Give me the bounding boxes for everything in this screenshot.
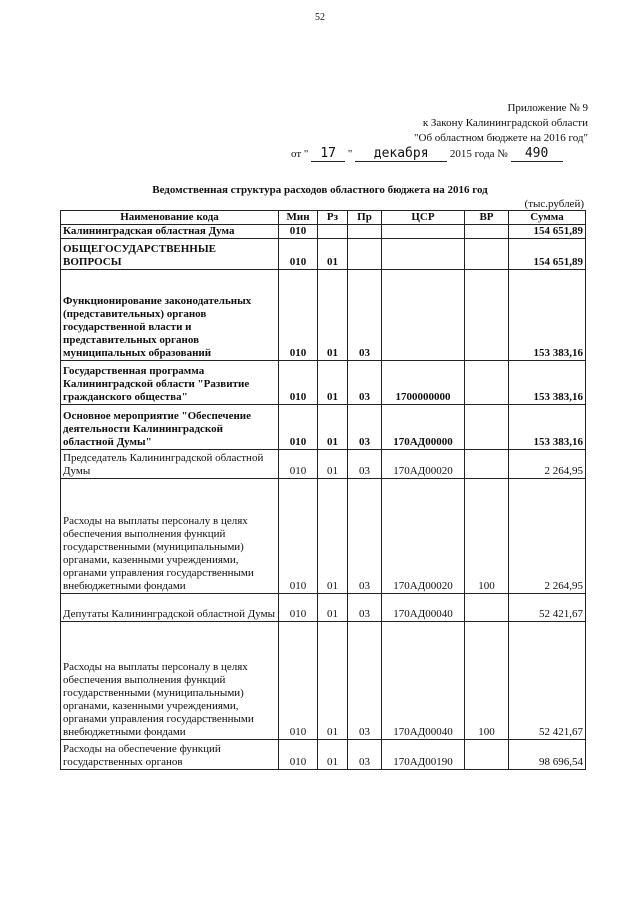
cell-csr: 170АД00000: [382, 405, 465, 450]
cell-pr: 03: [348, 594, 382, 622]
table-row: [61, 622, 586, 740]
cell-min: 010: [279, 225, 318, 239]
budget-table: [60, 210, 586, 770]
cell-sum: 52 421,67: [509, 622, 586, 740]
cell-rz: 01: [318, 239, 348, 270]
table-row: [61, 225, 586, 239]
table-row: [61, 479, 586, 594]
document-title: Ведомственная структура расходов областного бюджета на 2016 год: [152, 184, 488, 196]
cell-pr: 03: [348, 361, 382, 405]
law-number: 490: [511, 146, 563, 162]
date-year: 2015 года №: [449, 148, 508, 160]
cell-rz: 01: [318, 450, 348, 479]
table-row: [61, 270, 586, 361]
cell-sum: 154 651,89: [509, 225, 586, 239]
cell-name: Калининградская областная Дума: [61, 225, 279, 239]
header-csr: ЦСР: [382, 211, 465, 225]
cell-csr: [382, 239, 465, 270]
table-row: [61, 594, 586, 622]
cell-min: 010: [279, 740, 318, 770]
table-row: [61, 361, 586, 405]
cell-csr: [382, 225, 465, 239]
cell-vr: [465, 239, 509, 270]
cell-name: Государственная программа Калининградской области "Развитие гражданского общества": [61, 361, 279, 405]
cell-name: Расходы на выплаты персоналу в целях обеспечения выполнения функций государственными (муниципальными) органами, казенными учреждениями, органами управления государственными внебюджетными фондами: [61, 479, 279, 594]
cell-pr: 03: [348, 479, 382, 594]
cell-min: 010: [279, 405, 318, 450]
cell-pr: 03: [348, 270, 382, 361]
date-quote: ": [347, 148, 353, 160]
appendix-law: к Закону Калининградской области: [422, 117, 588, 129]
cell-min: 010: [279, 239, 318, 270]
cell-name: Функционирование законодательных (представительных) органов государственной власти и представительных органов муниципальных образований: [61, 270, 279, 361]
cell-sum: 2 264,95: [509, 450, 586, 479]
header-min: Мин: [279, 211, 318, 225]
header-name: Наименование кода: [61, 211, 279, 225]
cell-rz: [318, 225, 348, 239]
cell-vr: 100: [465, 622, 509, 740]
cell-sum: 98 696,54: [509, 740, 586, 770]
cell-pr: 03: [348, 740, 382, 770]
cell-min: 010: [279, 270, 318, 361]
date-month: декабря: [355, 146, 447, 162]
cell-rz: 01: [318, 270, 348, 361]
cell-pr: [348, 239, 382, 270]
cell-pr: 03: [348, 450, 382, 479]
cell-sum: 154 651,89: [509, 239, 586, 270]
cell-csr: 170АД00020: [382, 450, 465, 479]
cell-sum: 52 421,67: [509, 594, 586, 622]
cell-pr: 03: [348, 405, 382, 450]
header-vr: ВР: [465, 211, 509, 225]
law-date-line: [291, 146, 591, 162]
cell-sum: 2 264,95: [509, 479, 586, 594]
cell-csr: 170АД00040: [382, 594, 465, 622]
cell-vr: [465, 361, 509, 405]
cell-sum: 153 383,16: [509, 270, 586, 361]
table-row: [61, 740, 586, 770]
cell-min: 010: [279, 361, 318, 405]
cell-rz: 01: [318, 622, 348, 740]
cell-csr: [382, 270, 465, 361]
cell-name: Депутаты Калининградской областной Думы: [61, 594, 279, 622]
cell-pr: 03: [348, 622, 382, 740]
page-number: 52: [315, 12, 325, 23]
cell-csr: 1700000000: [382, 361, 465, 405]
cell-csr: 170АД00020: [382, 479, 465, 594]
cell-rz: 01: [318, 740, 348, 770]
date-day: 17: [311, 146, 345, 162]
cell-rz: 01: [318, 479, 348, 594]
appendix-law-name: "Об областном бюджете на 2016 год": [414, 132, 588, 144]
header-rz: Рз: [318, 211, 348, 225]
cell-csr: 170АД00040: [382, 622, 465, 740]
cell-vr: [465, 450, 509, 479]
cell-name: ОБЩЕГОСУДАРСТВЕННЫЕ ВОПРОСЫ: [61, 239, 279, 270]
cell-name: Расходы на выплаты персоналу в целях обеспечения выполнения функций государственными (муниципальными) органами, казенными учреждениями, органами управления государственными внебюджетными фондами: [61, 622, 279, 740]
cell-sum: 153 383,16: [509, 361, 586, 405]
cell-vr: [465, 594, 509, 622]
cell-vr: [465, 405, 509, 450]
table-header-row: [61, 211, 586, 225]
cell-name: Расходы на обеспечение функций государственных органов: [61, 740, 279, 770]
cell-sum: 153 383,16: [509, 405, 586, 450]
date-prefix: от ": [291, 148, 309, 160]
cell-pr: [348, 225, 382, 239]
cell-name: Председатель Калининградской областной Думы: [61, 450, 279, 479]
table-row: [61, 239, 586, 270]
cell-vr: [465, 270, 509, 361]
appendix-title: Приложение № 9: [507, 102, 588, 114]
table-row: [61, 405, 586, 450]
cell-min: 010: [279, 622, 318, 740]
cell-rz: 01: [318, 594, 348, 622]
cell-csr: 170АД00190: [382, 740, 465, 770]
cell-min: 010: [279, 594, 318, 622]
cell-rz: 01: [318, 361, 348, 405]
cell-min: 010: [279, 450, 318, 479]
header-sum: Сумма: [509, 211, 586, 225]
units-label: (тыс.рублей): [524, 198, 584, 210]
cell-min: 010: [279, 479, 318, 594]
cell-name: Основное мероприятие "Обеспечение деятельности Калининградской областной Думы": [61, 405, 279, 450]
cell-vr: 100: [465, 479, 509, 594]
table-row: [61, 450, 586, 479]
cell-vr: [465, 740, 509, 770]
cell-vr: [465, 225, 509, 239]
appendix-header: [328, 101, 588, 146]
cell-rz: 01: [318, 405, 348, 450]
header-pr: Пр: [348, 211, 382, 225]
